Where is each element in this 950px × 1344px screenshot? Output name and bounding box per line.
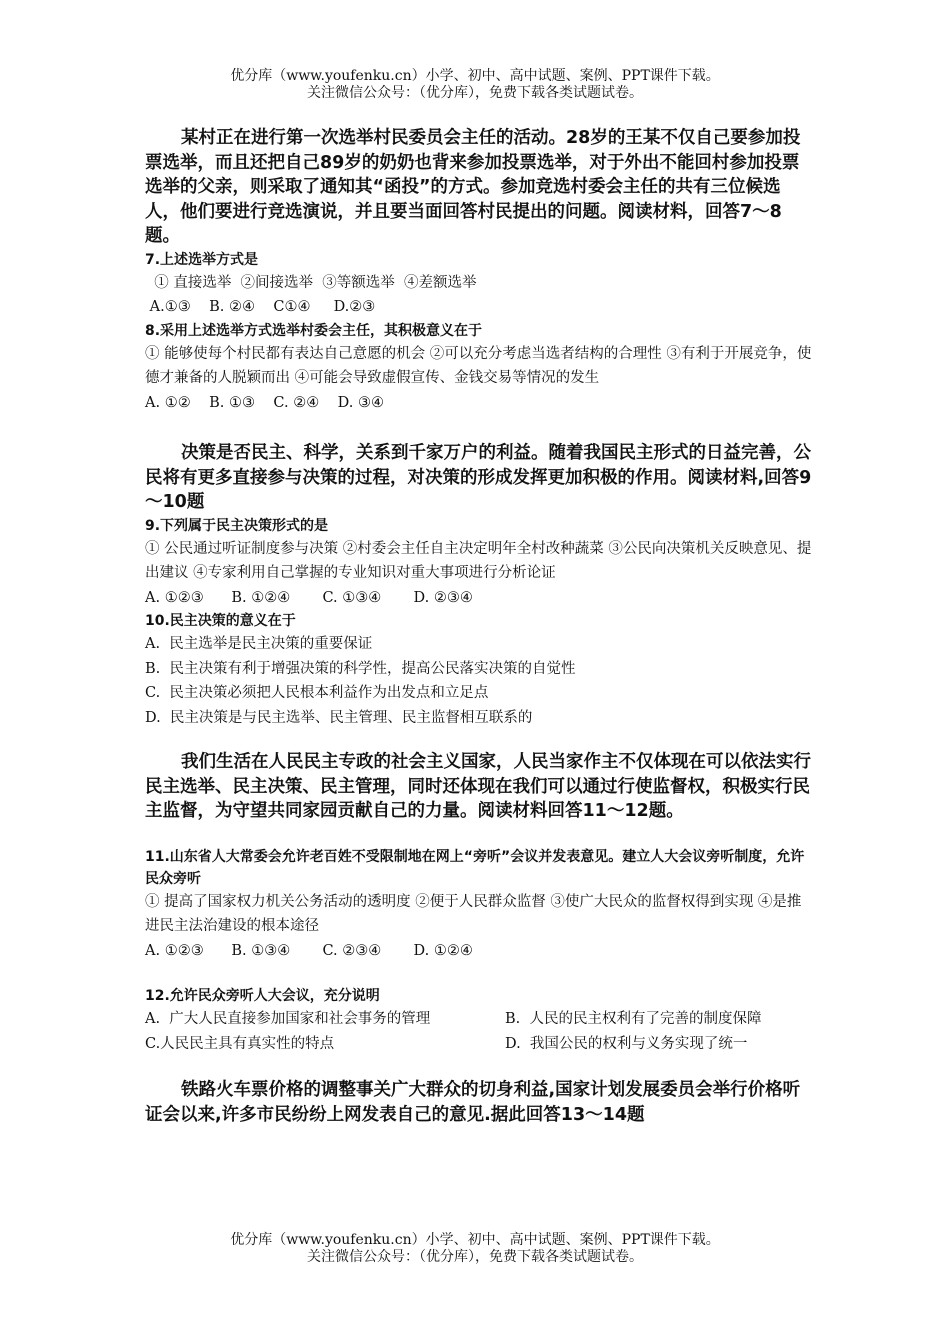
question-12-option-b: B. 人民的民主权利有了完善的制度保障 [505,1011,762,1027]
material-1: 某村正在进行第一次选举村民委员会主任的活动。28岁的王某不仅自己要参加投票选举，而且还把自己89岁的奶奶也背来参加投票选举，对于外出不能回村参加投票选举的父亲，则采取了通知其“函投”的方式。参加竞选村委会主任的共有三位候选人，他们要进行竞选演说，并且要当面回答村民提出的问题。阅读材料，回答7～8题。 [145,128,801,246]
material-4: 铁路火车票价格的调整事关广大群众的切身利益,国家计划发展委员会举行价格听证会以来,许多市民纷纷上网发表自己的意见.据此回答13～14题 [145,1080,801,1125]
question-9-options: A. ①②③ B. ①②④ C. ①③④ D. ②③④ [145,589,473,606]
exam-content [145,126,815,1127]
header-line-1: 优分库（www.youfenku.cn）小学、初中、高中试题、案例、PPT课件下载。 [230,68,720,84]
material-3: 我们生活在人民民主专政的社会主义国家，人民当家作主不仅体现在可以依法实行民主选举、民主决策、民主管理，同时还体现在我们可以通过行使监督权，积极实行民主监督，为守望共同家园贡献自己的力量。阅读材料回答11～12题。 [145,752,811,821]
question-10-option-a: A. 民主选举是民主决策的重要保证 [145,636,373,652]
question-11-items: ① 提高了国家权力机关公务活动的透明度 ②便于人民群众监督 ③使广大民众的监督权得到实现 ④是推进民主法治建设的根本途径 [145,893,802,934]
question-10-option-d: D. 民主决策是与民主选举、民主管理、民主监督相互联系的 [145,709,533,726]
question-7-stem: 7.上述选举方式是 [145,251,259,268]
question-11-stem: 11.山东省人大常委会允许老百姓不受限制地在网上“旁听”会议并发表意见。建立人大会议旁听制度，允许民众旁听 [145,848,805,887]
question-12-options-row-1 [145,1007,815,1032]
question-12-option-a: A. 广大人民直接参加国家和社会事务的管理 [145,1011,431,1027]
question-7-options: A.①③ B. ②④ C①④ D.②③ [145,299,376,315]
question-12-options-row-2 [145,1032,815,1057]
question-8-options: A. ①② B. ①③ C. ②④ D. ③④ [145,394,384,411]
question-12-stem: 12.允许民众旁听人大会议，充分说明 [145,988,380,1004]
question-12-option-c: C.人民民主具有真实性的特点 [145,1035,335,1052]
footer-line-1: 优分库（www.youfenku.cn）小学、初中、高中试题、案例、PPT课件下载。 [230,1232,720,1248]
footer-line-2: 关注微信公众号：（优分库），免费下载各类试题试卷。 [307,1249,643,1265]
page-header [0,68,950,102]
page-footer [0,1232,950,1266]
question-8-items: ① 能够使每个村民都有表达自己意愿的机会 ②可以充分考虑当选者结构的合理性 ③有利于开展竞争，使德才兼备的人脱颖而出 ④可能会导致虚假宣传、金钱交易等情况的发生 [145,345,812,386]
question-10-stem: 10.民主决策的意义在于 [145,613,296,629]
question-12-option-d: D. 我国公民的权利与义务实现了统一 [505,1035,748,1052]
header-line-2: 关注微信公众号：（优分库），免费下载各类试题试卷。 [307,85,643,101]
question-10-option-b: B. 民主决策有利于增强决策的科学性，提高公民落实决策的自觉性 [145,660,576,677]
question-7-items: ① 直接选举 ②间接选举 ③等额选举 ④差额选举 [145,274,477,291]
question-10-option-c: C. 民主决策必须把人民根本利益作为出发点和立足点 [145,685,489,701]
material-2: 决策是否民主、科学，关系到千家万户的利益。随着我国民主形式的日益完善，公民将有更多直接参与决策的过程，对决策的形成发挥更加积极的作用。阅读材料,回答9～10题 [145,443,812,512]
question-9-stem: 9.下列属于民主决策形式的是 [145,517,329,534]
question-9-items: ① 公民通过听证制度参与决策 ②村委会主任自主决定明年全村改种蔬菜 ③公民向决策机关反映意见、提出建议 ④专家利用自己掌握的专业知识对重大事项进行分析论证 [145,540,812,581]
question-8-stem: 8.采用上述选举方式选举村委会主任，其积极意义在于 [145,322,483,339]
question-11-options: A. ①②③ B. ①③④ C. ②③④ D. ①②④ [145,942,473,959]
